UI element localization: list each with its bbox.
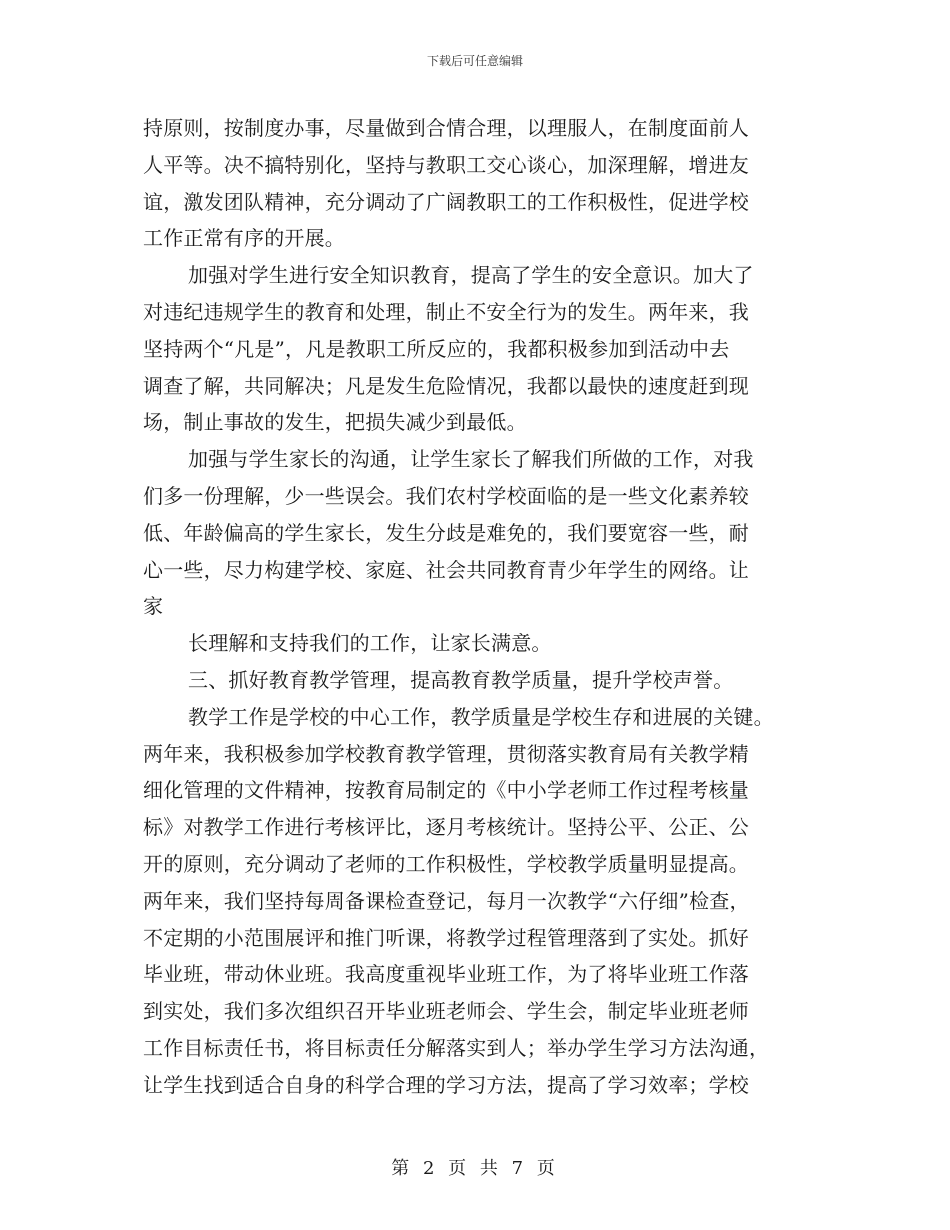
text-line: 心一些，尽力构建学校、家庭、社会共同教育青少年学生的网络。让 bbox=[143, 557, 749, 582]
text-line: 两年来，我积极参加学校教育教学管理，贯彻落实教育局有关教学精 bbox=[143, 741, 749, 766]
paragraph-first-line: 长理解和支持我们的工作，让家长满意。 bbox=[188, 631, 552, 656]
text-line: 标》对教学工作进行考核评比，逐月考核统计。坚持公平、公正、公 bbox=[143, 815, 749, 840]
text-line: 谊，激发团队精神，充分调动了广阔教职工的工作积极性，促进学校 bbox=[143, 189, 749, 214]
text-line: 细化管理的文件精神，按教育局制定的《中小学老师工作过程考核量 bbox=[143, 778, 749, 803]
text-line: 让学生找到适合自身的科学合理的学习方法，提高了学习效率；学校 bbox=[143, 1072, 749, 1097]
text-line: 场，制止事故的发生，把损失减少到最低。 bbox=[143, 410, 527, 435]
text-line: 两年来，我们坚持每周备课检查登记，每月一次教学“六仔细”检查， bbox=[143, 888, 750, 913]
text-line: 坚持两个“凡是”，凡是教职工所反应的，我都积极参加到活动中去 bbox=[143, 336, 730, 361]
paragraph-first-line: 教学工作是学校的中心工作，教学质量是学校生存和进展的关键。 bbox=[188, 704, 774, 729]
text-line: 工作正常有序的开展。 bbox=[143, 226, 345, 251]
paragraph-first-line: 加强对学生进行安全知识教育，提高了学生的安全意识。加大了 bbox=[188, 263, 754, 288]
text-line: 开的原则，充分调动了老师的工作积极性，学校教学质量明显提高。 bbox=[143, 851, 749, 876]
text-line: 到实处，我们多次组织召开毕业班老师会、学生会，制定毕业班老师 bbox=[143, 999, 749, 1024]
text-line: 不定期的小范围展评和推门听课，将教学过程管理落到了实处。抓好 bbox=[143, 925, 749, 950]
text-line: 工作目标责任书，将目标责任分解落实到人；举办学生学习方法沟通， bbox=[143, 1035, 770, 1060]
text-line: 低、年龄偏高的学生家长，发生分歧是难免的，我们要宽容一些，耐 bbox=[143, 520, 749, 545]
text-line: 们多一份理解，少一些误会。我们农村学校面临的是一些文化素养较 bbox=[143, 483, 749, 508]
text-line: 调查了解，共同解决；凡是发生危险情况，我都以最快的速度赶到现 bbox=[143, 373, 749, 398]
text-line: 人平等。决不搞特别化，坚持与教职工交心谈心，加深理解，增进友 bbox=[143, 152, 749, 177]
document-body bbox=[143, 110, 808, 1104]
text-line: 毕业班，带动休业班。我高度重视毕业班工作，为了将毕业班工作落 bbox=[143, 962, 749, 987]
text-line: 家 bbox=[143, 594, 164, 619]
page-footer: 第 2 页 共 7 页 bbox=[391, 1158, 559, 1179]
section-heading: 三、抓好教育教学管理，提高教育教学质量，提升学校声誉。 bbox=[188, 667, 734, 692]
text-line: 持原则，按制度办事，尽量做到合情合理，以理服人，在制度面前人 bbox=[143, 116, 749, 140]
text-line: 对违纪违规学生的教育和处理，制止不安全行为的发生。两年来，我 bbox=[143, 299, 749, 324]
paragraph-first-line: 加强与学生家长的沟通，让学生家长了解我们所做的工作，对我 bbox=[188, 447, 754, 472]
page-header: 下载后可任意编辑 bbox=[426, 54, 523, 68]
